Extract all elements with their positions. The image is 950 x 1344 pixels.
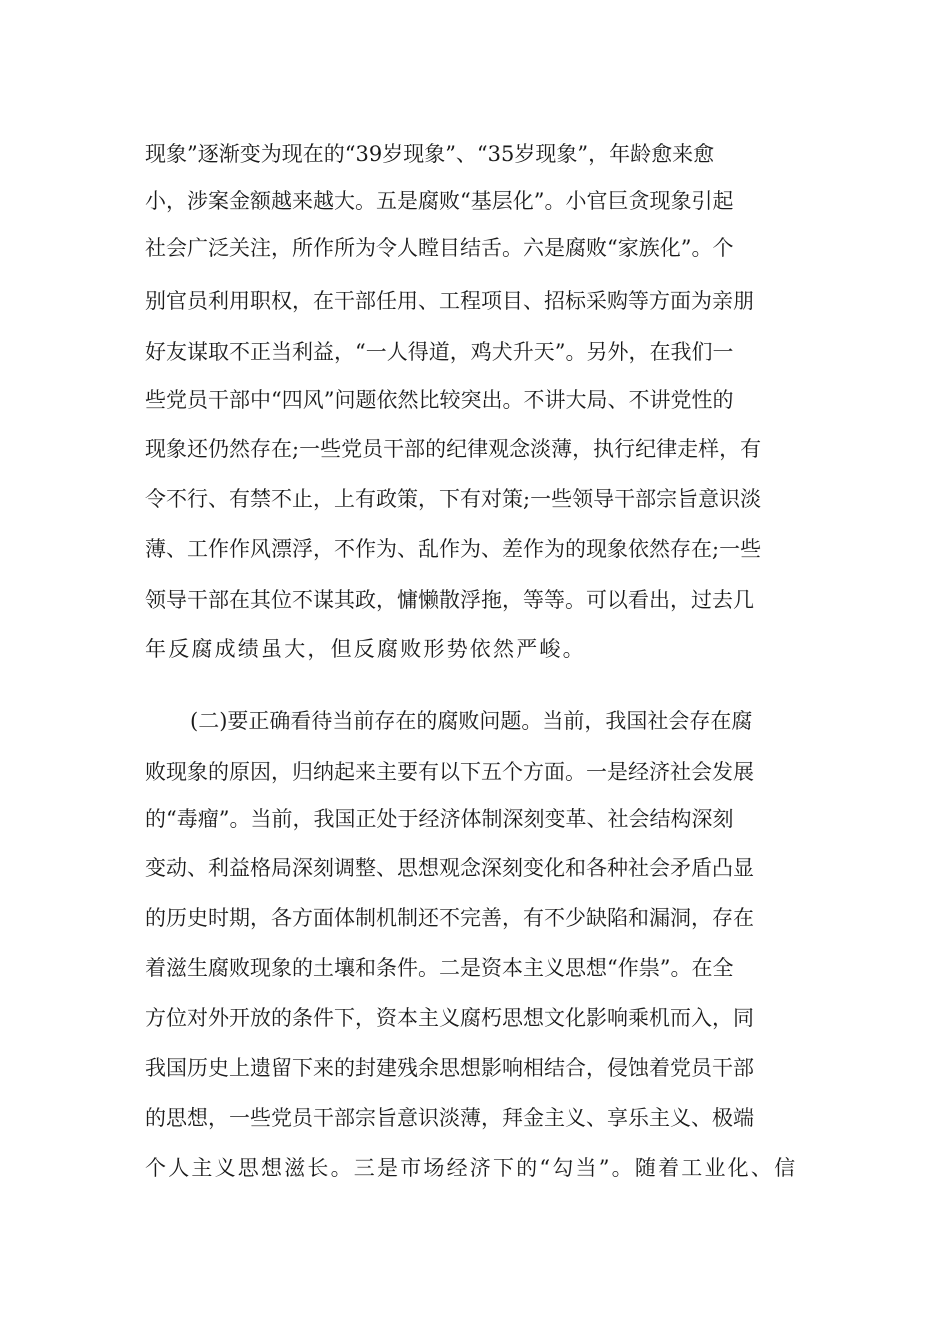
- text-line: 些党员干部中“四风”问题依然比较突出。不讲大局、不讲党性的: [145, 388, 734, 412]
- text-line: 的“毒瘤”。当前，我国正处于经济体制深刻变革、社会结构深刻: [145, 807, 734, 831]
- text-line: (二)要正确看待当前存在的腐败问题。当前，我国社会存在腐: [190, 709, 753, 733]
- text-line: 领导干部在其位不谋其政，慵懒散浮拖，等等。可以看出，过去几: [145, 588, 754, 612]
- text-line: 变动、利益格局深刻调整、思想观念深刻变化和各种社会矛盾凸显: [145, 856, 754, 880]
- text-line: 薄、工作作风漂浮，不作为、乱作为、差作为的现象依然存在;一些: [145, 537, 762, 561]
- text-line: 社会广泛关注，所作所为令人瞠目结舌。六是腐败“家族化”。个: [145, 236, 734, 260]
- text-line: 好友谋取不正当利益，“一人得道，鸡犬升天”。另外，在我们一: [145, 340, 734, 364]
- text-line: 我国历史上遗留下来的封建残余思想影响相结合，侵蚀着党员干部: [145, 1056, 754, 1080]
- text-line: 的历史时期，各方面体制机制还不完善，有不少缺陷和漏洞，存在: [145, 906, 754, 930]
- text-line: 着滋生腐败现象的土壤和条件。二是资本主义思想“作祟”。在全: [145, 956, 734, 980]
- text-line: 败现象的原因，归纳起来主要有以下五个方面。一是经济社会发展: [145, 760, 754, 784]
- text-line: 现象还仍然存在;一些党员干部的纪律观念淡薄，执行纪律走样，有: [145, 437, 762, 461]
- text-line: 小，涉案金额越来越大。五是腐败“基层化”。小官巨贪现象引起: [145, 189, 734, 213]
- text-line: 令不行、有禁不止，上有政策，下有对策;一些领导干部宗旨意识淡: [145, 487, 762, 511]
- text-line: 现象”逐渐变为现在的“39岁现象”、“35岁现象”，年龄愈来愈: [145, 142, 715, 166]
- text-line: 个人主义思想滋长。三是市场经济下的“勾当”。随着工业化、信: [145, 1156, 798, 1180]
- text-line: 年反腐成绩虽大，但反腐败形势依然严峻。: [145, 637, 586, 661]
- text-line: 别官员利用职权，在干部任用、工程项目、招标采购等方面为亲朋: [145, 289, 754, 313]
- text-line: 方位对外开放的条件下，资本主义腐朽思想文化影响乘机而入，同: [145, 1006, 754, 1030]
- text-line: 的思想，一些党员干部宗旨意识淡薄，拜金主义、享乐主义、极端: [145, 1106, 754, 1130]
